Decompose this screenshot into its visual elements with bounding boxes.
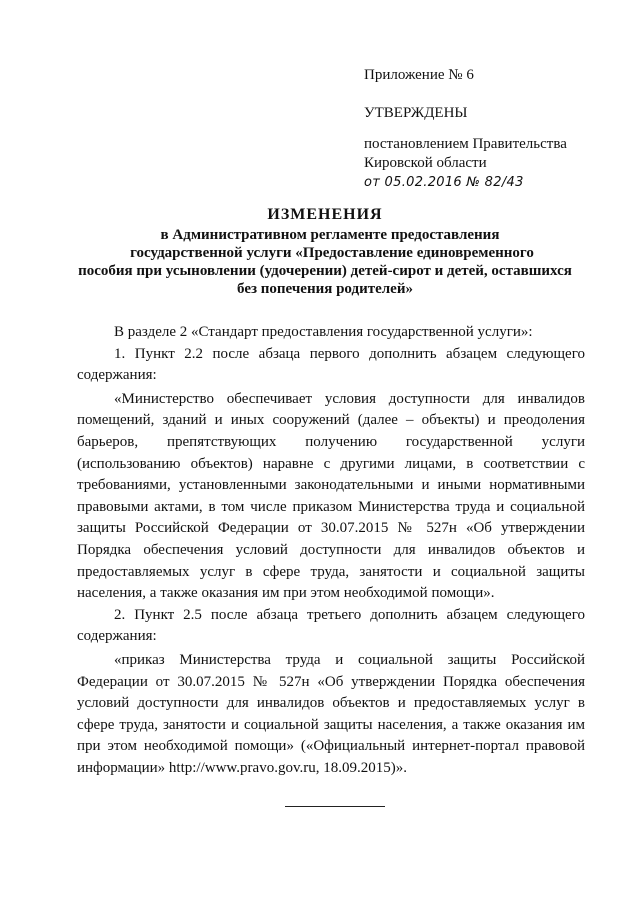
approval-block [364,66,624,192]
approved-label: УТВЕРЖДЕНЫ [364,105,468,121]
document-body [77,322,585,779]
section-intro: В разделе 2 «Стандарт предоставления государственной услуги»: [114,324,533,340]
decree-line-2: Кировской области [364,155,487,171]
item-1-intro: 1. Пункт 2.2 после абзаца первого дополнить абзацем следующего содержания: [77,345,585,384]
appendix-number: Приложение № 6 [364,67,474,83]
document-title [60,206,590,298]
item-1-text: «Министерство обеспечивает условия доступности для инвалидов помещений, зданий и иных сооружений (далее – объекты) и преодоления барьеров, препятствующих получению государственной услуги (использованию объектов) наравне с другими лицами, в соответствии с требованиями, установленными законодательными и иными нормативными правовыми актами, в том числе приказом Министерства труда и социальной защиты Российской Федерации от 30.07.2015 № 527н «Об утверждении Порядка обеспечения условий доступности для инвалидов объектов и предоставляемых услуг в сфере труда, занятости и социальной защиты населения, а также оказания им при этом необходимой помощи». [77,390,585,602]
title-line-4: без попечения родителей» [237,281,413,297]
title-line-1: в Административном регламенте предоставления [160,227,500,243]
item-2-intro: 2. Пункт 2.5 после абзаца третьего дополнить абзацем следующего содержания: [77,606,585,645]
decree-date-number: от 05.02.2016 № 82/43 [364,175,524,190]
item-2-text: «приказ Министерства труда и социальной защиты Российской Федерации от 30.07.2015 № 527н «Об утверждении Порядка обеспечения условий доступности для инвалидов объектов и предоставляемых услуг в сфере труда, занятости и социальной защиты населения, а также оказания им при этом необходимой помощи» («Официальный интернет-портал правовой информации» http://www.pravo.gov.ru, 18.09.2015)». [77,651,585,776]
decree-line-1: постановлением Правительства [364,136,567,152]
title-line-3: пособия при усыновлении (удочерении) детей-сирот и детей, оставшихся [78,263,572,279]
title-line-2: государственной услуги «Предоставление единовременного [130,245,534,261]
closing-separator-line [285,806,385,807]
title-heading: ИЗМЕНЕНИЯ [267,206,383,223]
